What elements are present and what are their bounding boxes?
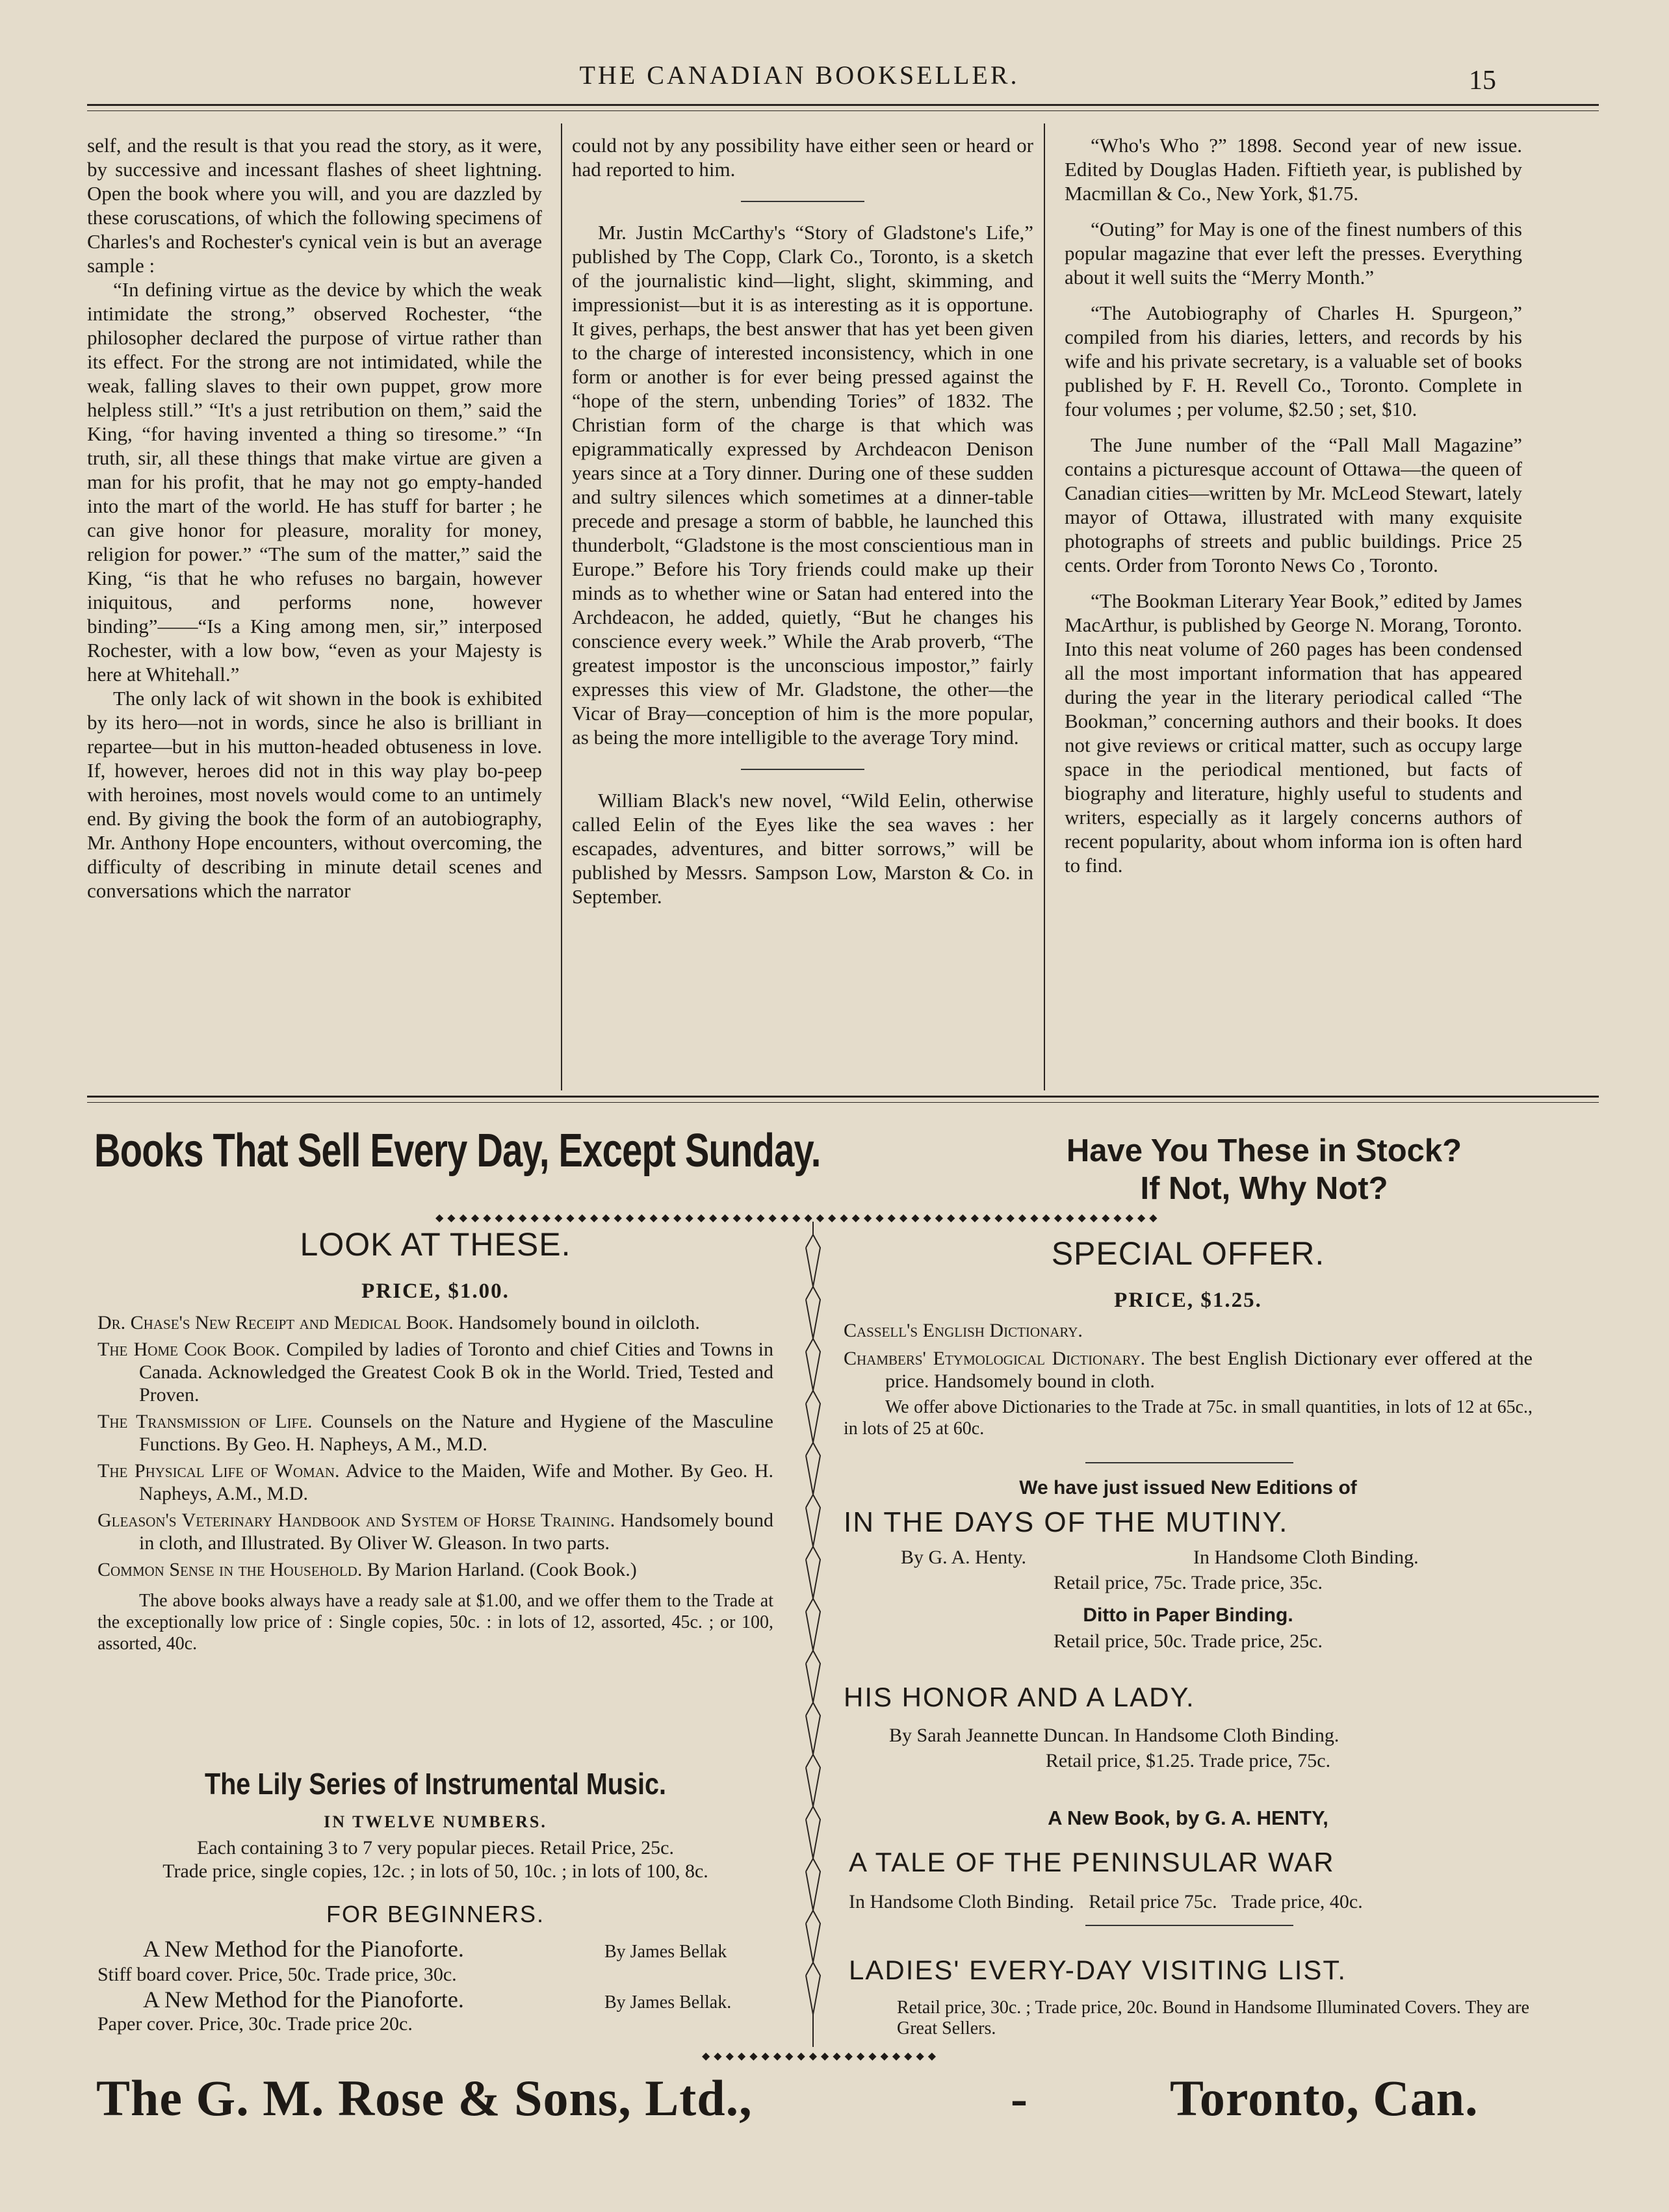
special-list [844,1319,1533,1439]
ladies-price-line: Retail price, 30c. ; Trade price, 20c. Bound in Handsome Illuminated Covers. They are Great Sellers. [897,1998,1530,2038]
page-header-title: THE CANADIAN BOOKSELLER. [579,60,1020,90]
honor-title: HIS HONOR AND A LADY. [844,1682,1195,1712]
look-item [97,1460,773,1505]
special-dictionary-2-title: Chambers' Etymological Dictionary. [844,1348,1146,1369]
look-item [97,1558,773,1581]
article-black-wild-eelin: William Black's new novel, “Wild Eelin, otherwise called Eelin of the Eyes like the sea waves : her escapades, adventures, and bitter sorrows,” will be published by Messrs. Sampson Low, Marston & Co. in September. [572,789,1033,908]
section-divider [741,769,864,770]
special-dictionary-2-desc: The best English Dictionary ever offered at the price. Handsomely bound in cloth. [885,1348,1533,1392]
peninsular-price-line: In Handsome Cloth Binding. Retail price 75c. Trade price, 40c. [849,1891,1363,1912]
advert-banner-title: Books That Sell Every Day, Except Sunday. [94,1125,821,1177]
look-trade-note: The above books always have a ready sale at $1.00, and we offer them to the Trade at the exceptionally low price of : Single copies, 50c. : in lots of 12, assorted, 45c. ; or 100, assorted, 40c. [97,1591,773,1654]
note-whos-who: “Who's Who ?” 1898. Second year of new issue. Edited by Douglas Haden. Fiftieth year, is published by Macmillan & Co., New York, $1.75. [1065,134,1522,205]
column-divider-2 [1044,123,1045,1090]
method-2-author: By James Bellak. [604,1992,732,2013]
ornament-dots-bottom: ◆◆◆◆◆◆◆◆◆◆◆◆◆◆◆◆◆◆◆◆ [702,2051,940,2062]
header-rule-thin [87,110,1599,111]
header-rule [87,104,1599,106]
column-left-para-1: self, and the result is that you read the story, as it were, by successive and incessant flashes of sheet lightning. Open the book where you will, and you are dazzled by these coruscations, of which the following specimens of Charles's and Rochester's cynical vein is but an average sample : [87,134,542,277]
column-left-para-2: “In defining virtue as the device by which the weak intimidate the strong,” observed Rochester, “the philosopher declared the purpose of virtue rather than its effect. For the strong are not intimidated, while the weak, falling slaves to their own puppet, grow more helpless still.” “It's a just retribution on them,” said the King, “for having invented a thing so tiresome.” “In truth, sir, all these things that make virtue are given a man for his profit, that he may not go empty-handed into the mart of the world. He has stuff for barter ; he can give honor for pleasure, morality for money, religion for power.” “The sum of the matter,” said the King, “is that he who refuses no bargain, however iniquitous, and performs none, however binding”——“Is a King among men, sir,” interposed Rochester, with a low bow, “even as your Majesty is here at Whitehall.” [87,278,542,686]
look-item-title: Gleason's Veterinary Handbook and System of Horse Training. [97,1510,615,1531]
ladies-title: LADIES' EVERY-DAY VISITING LIST. [849,1955,1347,1985]
look-item-title: Dr. Chase's New Receipt and Medical Book. [97,1312,454,1333]
advert-banner-question-2: If Not, Why Not? [1140,1171,1388,1206]
look-item [97,1338,773,1406]
publisher-name: The G. M. Rose & Sons, Ltd., [96,2070,753,2126]
look-item-desc: Handsomely bound in cloth, and Illustrated. By Oliver W. Gleason. In two parts. [139,1510,774,1554]
lily-heading: The Lily Series of Instrumental Music. [204,1767,667,1801]
chain-divider [803,1222,823,2053]
method-1-author: By James Bellak [604,1942,727,1962]
column-right [1065,133,1522,877]
look-list [97,1311,773,1654]
lily-retail-line: Each containing 3 to 7 very popular pieces. Retail Price, 25c. [197,1837,674,1858]
look-item-desc: Compiled by ladies of Toronto and chief Cities and Towns in Canada. Acknowledged the Greatest Cook B ok in the World. Tried, Tested and Proven. [139,1339,773,1406]
special-price: PRICE, $1.25. [1114,1289,1262,1312]
publisher-dash: - [1011,2070,1028,2126]
look-item-title: Common Sense in the Household. [97,1559,363,1580]
peninsular-intro: A New Book, by G. A. HENTY, [1048,1807,1328,1829]
method-2-price: Paper cover. Price, 30c. Trade price 20c. [97,2013,413,2035]
page-number: 15 [1469,66,1496,96]
column-left-para-3: The only lack of wit shown in the book is exhibited by its hero—not in words, since he also is brilliant in repartee—but in his mutton-headed obtuseness in love. If, however, heroes did not in this way play bo-peep with heroines, most novels would come to an untimely end. By giving the book the form of an autobiography, Mr. Anthony Hope encounters, without overcoming, the difficulty of describing in minute detail scenes and conversations which the narrator [87,687,542,902]
look-item [97,1410,773,1456]
special-dictionary-2 [844,1347,1533,1393]
mutiny-price: Retail price, 75c. Trade price, 35c. [1053,1572,1323,1593]
look-heading: LOOK AT THESE. [300,1226,571,1263]
look-item-title: The Transmission of Life. [97,1411,313,1432]
column-divider-1 [561,123,562,1090]
method-2-title: A New Method for the Pianoforte. [143,1987,464,2013]
mutiny-paper-binding: Ditto in Paper Binding. [1083,1604,1293,1626]
column-left [87,133,542,903]
note-bookman: “The Bookman Literary Year Book,” edited by James MacArthur, is published by George N. Morang, Toronto. Into this neat volume of 260 pages has been condensed all the most important information that has appeared during the year in the literary periodical called “The Bookman,” concerning authors and their books. It does not give reviews or critical matter, such as occupy large space in the periodical mentioned, but facts of biography and literature, highly useful to students and writers, especially as it largely concerns authors of recent popularity, about whom informa ion is often hard to find. [1065,589,1522,877]
advert-banner-question-1: Have You These in Stock? [1066,1133,1462,1168]
divider [1085,1462,1293,1463]
look-item-desc: Advice to the Maiden, Wife and Mother. By Geo. H. Napheys, A.M., M.D. [139,1460,773,1504]
ornament-dots-top: ◆◆◆◆◆◆◆◆◆◆◆◆◆◆◆◆◆◆◆◆◆◆◆◆◆◆◆◆◆◆◆◆◆◆◆◆◆◆◆◆◆◆◆◆◆◆◆◆◆◆◆◆◆◆◆◆◆◆◆◆◆ [435,1213,1161,1224]
honor-author-binding: By Sarah Jeannette Duncan. In Handsome Cloth Binding. [889,1725,1339,1746]
lily-trade-line: Trade price, single copies, 12c. ; in lots of 50, 10c. ; in lots of 100, 8c. [162,1860,708,1882]
look-item-title: The Home Cook Book. [97,1339,281,1360]
look-item [97,1311,773,1334]
peninsular-title: A TALE OF THE PENINSULAR WAR [849,1847,1335,1877]
mutiny-paper-price: Retail price, 50c. Trade price, 25c. [1053,1630,1323,1652]
publisher-location: Toronto, Can. [1170,2070,1479,2126]
honor-price: Retail price, $1.25. Trade price, 75c. [1045,1750,1331,1771]
advert-top-rule-thin [87,1102,1599,1103]
look-price: PRICE, $1.00. [361,1280,510,1303]
mutiny-intro: We have just issued New Editions of [1019,1477,1357,1498]
mutiny-author: By G. A. Henty. [901,1547,1027,1568]
article-mccarthy-gladstone: Mr. Justin McCarthy's “Story of Gladstone's Life,” published by The Copp, Clark Co., Toronto, is a sketch of the journalistic kind—light, slight, skimming, and impressionist—but it is as interesting as it is opportune. It gives, perhaps, the best answer that has yet been given to the charge of interested inconsistency, which in one form or another is for ever being pressed against the “hope of the stern, unbending Tories” of 1832. The Christian form of the charge is that which was epigrammatically expressed by Archdeacon Denison years since at a Tory dinner. During one of these sudden and sultry silences which sometimes at a dinner-table precede and presage a storm of babble, he launched this thunderbolt, “Gladstone is the most conscientious man in Europe.” Before his Tory friends could make up their minds as to whether wine or Satan had entered into the Archdeacon, he added, quietly, “But he changes his conscience every week.” While the Arab proverb, “The greatest impostor is the unconscious impostor,” fairly expresses this view of Mr. Gladstone, the other—the Vicar of Bray—conception of him is the more popular, as being the more intelligible to the average Tory mind. [572,221,1033,749]
note-spurgeon: “The Autobiography of Charles H. Spurgeon,” compiled from his diaries, letters, and records by his wife and his private secretary, is a valuable set of books published by F. H. Revell Co., Toronto. Complete in four volumes ; per volume, $2.50 ; set, $10. [1065,302,1522,420]
method-1-title: A New Method for the Pianoforte. [143,1936,464,1962]
column-middle [572,133,1033,908]
mutiny-title: IN THE DAYS OF THE MUTINY. [844,1506,1289,1538]
special-dictionary-1: Cassell's English Dictionary. [844,1320,1083,1341]
column-middle-continuation: could not by any possibility have either seen or heard or had reported to him. [572,134,1033,181]
divider [1085,1925,1293,1926]
method-1-price: Stiff board cover. Price, 50c. Trade price, 30c. [97,1964,457,1985]
advert-banner-question [994,1132,1534,1207]
beginners-heading: FOR BEGINNERS. [326,1901,545,1927]
special-trade-note: We offer above Dictionaries to the Trade at 75c. in small quantities, in lots of 12 at 65c., in lots of 25 at 60c. [844,1397,1533,1439]
section-divider [741,201,864,202]
look-item-desc: By Marion Harland. (Cook Book.) [367,1559,637,1580]
advert-top-rule [87,1096,1599,1098]
look-item-desc: Handsomely bound in oilcloth. [458,1312,700,1333]
look-item-desc: Counsels on the Nature and Hygiene of the Masculine Functions. By Geo. H. Napheys, A M., M.D. [139,1411,773,1455]
look-item [97,1509,773,1554]
special-heading: SPECIAL OFFER. [1051,1235,1325,1272]
mutiny-binding: In Handsome Cloth Binding. [1193,1547,1419,1568]
look-item-title: The Physical Life of Woman. [97,1460,340,1482]
note-outing: “Outing” for May is one of the finest numbers of this popular magazine that ever left the presses. Everything about it well suits the “Merry Month.” [1065,218,1522,289]
lily-subheading: IN TWELVE NUMBERS. [324,1812,547,1831]
note-pall-mall: The June number of the “Pall Mall Magazine” contains a picturesque account of Ottawa—the queen of Canadian cities—written by Mr. McLeod Stewart, lately mayor of Ottawa, illustrated with many exquisite photographs of streets and public buildings. Price 25 cents. Order from Toronto News Co , Toronto. [1065,433,1522,576]
